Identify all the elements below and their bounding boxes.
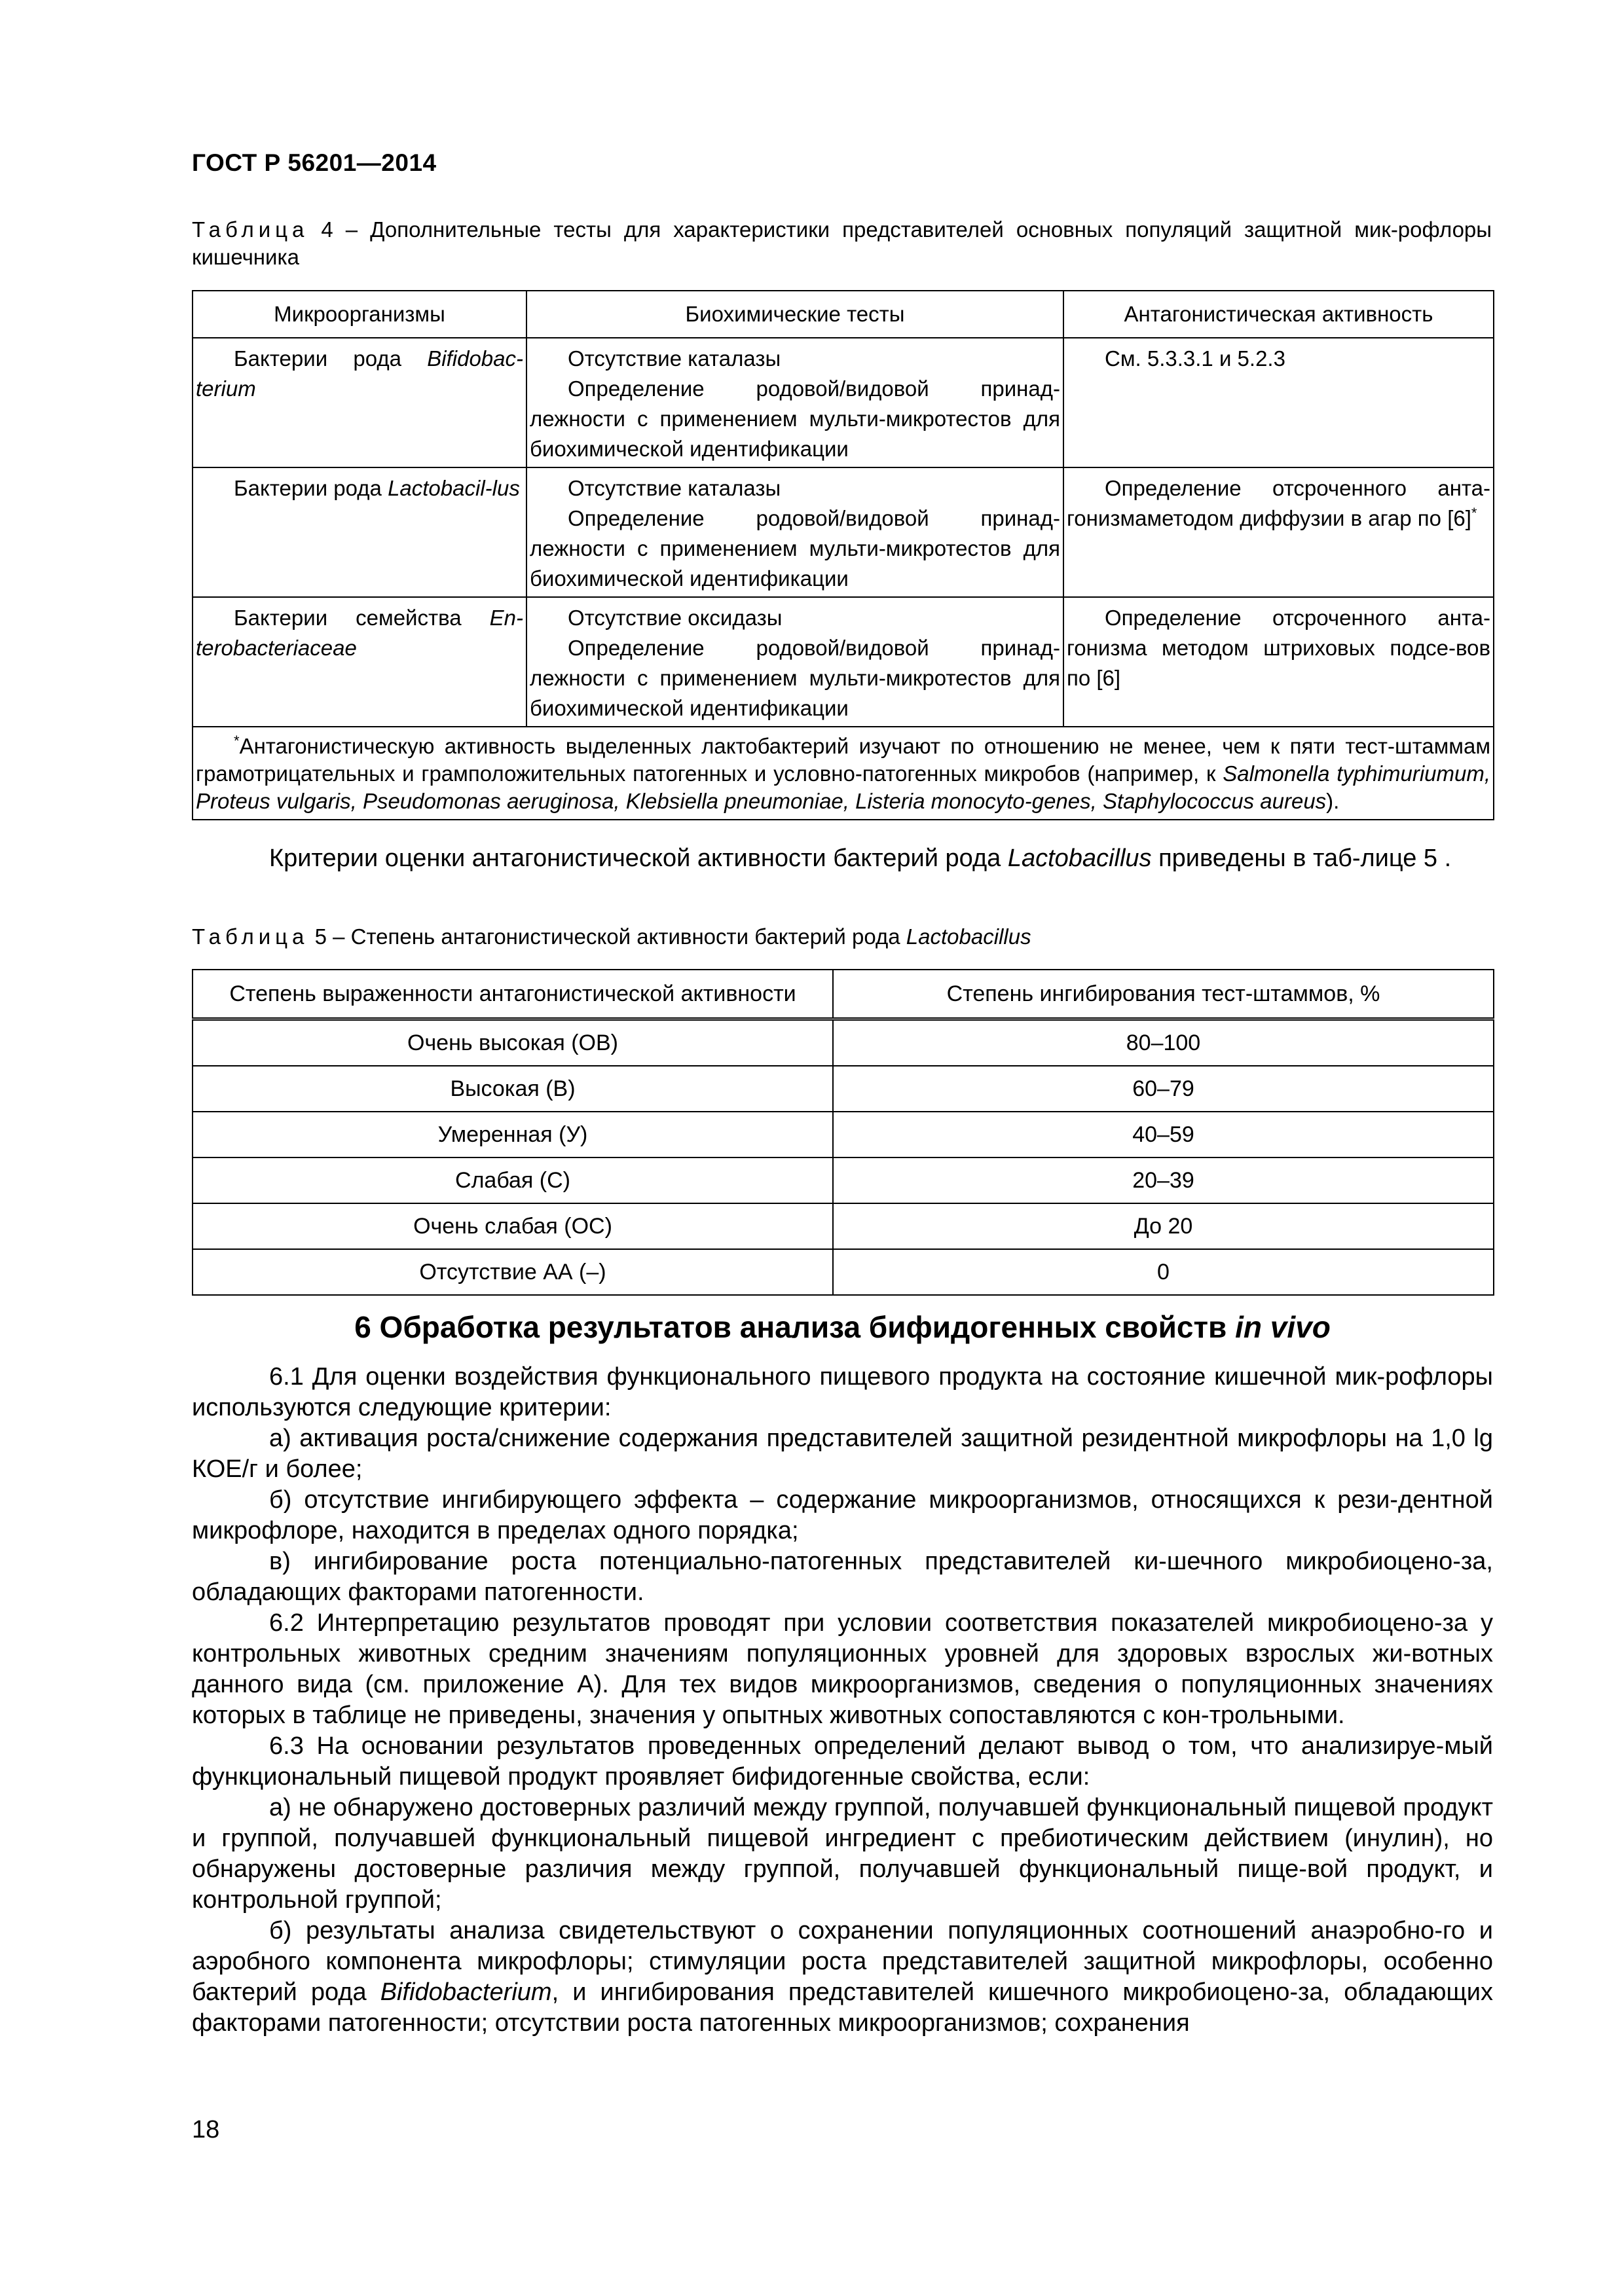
table4-tests-cell	[526, 338, 1063, 467]
inhibition-range: До 20	[833, 1203, 1494, 1249]
intro-text-end: приведены в таб-лице 5 .	[1151, 845, 1452, 872]
organism-prefix: Бактерии семейства	[234, 606, 490, 630]
section-title-italic: in vivo	[1235, 1310, 1331, 1344]
table4	[192, 290, 1494, 820]
table4-tests-cell	[526, 467, 1063, 597]
inhibition-range: 20–39	[833, 1157, 1494, 1203]
footnote-text: Антагонистическую активность выделенных лактобактерий изучают по отношению не менее, чем к пяти тест-штаммам грамотрицательных и грамположительных патогенных и условно-патогенных микробов (например, к	[196, 734, 1490, 786]
section-body	[192, 1362, 1493, 2039]
table4-header-cell: Микроорганизмы	[193, 291, 526, 338]
paragraph: 6.1 Для оценки воздействия функционального пищевого продукта на состояние кишечной мик-рофлоры используются следующие критерии:	[192, 1363, 1493, 1421]
activity-text: Определение отсроченного анта-гонизмаметодом диффузии в агар по [6]	[1067, 476, 1490, 530]
paragraph-genus: Bifidobacterium	[380, 1978, 552, 2006]
test-line: Определение родовой/видовой принад-лежности с применением мульти-микротестов для биохимической идентификации	[530, 376, 1060, 461]
organism-prefix: Бактерии рода	[234, 476, 388, 500]
table5-caption-text: – Степень антагонистической активности бактерий рода	[326, 924, 906, 949]
section-title-text: 6 Обработка результатов анализа бифидогенных свойств	[354, 1310, 1236, 1344]
document-header: ГОСТ Р 56201—2014	[192, 149, 437, 176]
table4-activity-cell: Определение отсроченного анта-гонизма методом штриховых подсе-вов по [6]	[1063, 597, 1494, 727]
table5	[192, 969, 1494, 1296]
table4-organism-cell	[193, 338, 526, 467]
table4-activity-cell: См. 5.3.3.1 и 5.2.3	[1063, 338, 1494, 467]
table5-header-row	[193, 970, 1494, 1019]
paragraph: 6.3 На основании результатов проведенных определений делают вывод о том, что анализируе-мый функциональный пищевой продукт проявляет бифидогенные свойства, если:	[192, 1732, 1493, 1791]
paragraph-text-end: , и ингибирования представителей кишечного микробиоцено-за, обладающих факторами патогенности; отсутствии роста патогенных микроорганизмов; сохранения	[192, 1978, 1493, 2037]
paragraph: в) ингибирование роста потенциально-патогенных представителей ки-шечного микробиоцено-за, обладающих факторами патогенности.	[192, 1548, 1493, 1606]
table5-row	[193, 1157, 1494, 1203]
table4-caption	[192, 216, 1492, 271]
test-line: Определение родовой/видовой принад-лежности с применением мульти-микротестов для биохимической идентификации	[530, 636, 1060, 720]
table5-caption-genus: Lactobacillus	[906, 924, 1031, 949]
activity-level: Слабая (С)	[193, 1157, 833, 1203]
paragraph: а) активация роста/снижение содержания представителей защитной резидентной микрофлоры на 1,0 lg КОЕ/г и более;	[192, 1425, 1493, 1483]
table4-activity-cell	[1063, 467, 1494, 597]
table5-caption-number: 5	[314, 924, 327, 949]
inhibition-range: 60–79	[833, 1066, 1494, 1112]
activity-level: Отсутствие АА (–)	[193, 1249, 833, 1295]
table5-header-cell: Степень ингибирования тест-штаммов, %	[833, 970, 1494, 1019]
inhibition-range: 40–59	[833, 1112, 1494, 1157]
paragraph: б) отсутствие ингибирующего эффекта – содержание микроорганизмов, относящихся к рези-дентной микрофлоре, находится в пределах одного порядка;	[192, 1486, 1493, 1544]
organism-name: En-terobacteriaceae	[196, 606, 523, 660]
footnote-end: ).	[1326, 789, 1340, 813]
table5-caption	[192, 923, 1492, 951]
table4-row	[193, 338, 1494, 467]
footnote-species: Salmonella typhimuriumum, Proteus vulgaris, Pseudomonas aeruginosa, Klebsiella pneumoniae, Listeria monocyto-genes, Staphylococcus aureus	[196, 761, 1491, 813]
table4-header-cell: Биохимические тесты	[526, 291, 1063, 338]
intro-text: Критерии оценки антагонистической активности бактерий рода	[269, 845, 1008, 872]
table4-row	[193, 597, 1494, 727]
table5-row	[193, 1019, 1494, 1066]
test-line: Определение родовой/видовой принад-лежности с применением мульти-микротестов для биохимической идентификации	[530, 506, 1060, 591]
test-line: Отсутствие каталазы	[568, 346, 781, 371]
table4-caption-label: Таблица	[192, 217, 309, 242]
table4-caption-number: 4	[321, 217, 333, 242]
paragraph	[192, 1916, 1493, 2039]
table5-row	[193, 1203, 1494, 1249]
table5-intro	[192, 843, 1493, 874]
table4-row	[193, 467, 1494, 597]
table4-organism-cell	[193, 597, 526, 727]
table5-row	[193, 1112, 1494, 1157]
activity-level: Очень высокая (ОВ)	[193, 1019, 833, 1066]
footnote-ref: *	[1471, 505, 1477, 521]
inhibition-range: 80–100	[833, 1019, 1494, 1066]
inhibition-range: 0	[833, 1249, 1494, 1295]
table5-row	[193, 1249, 1494, 1295]
activity-level: Очень слабая (ОС)	[193, 1203, 833, 1249]
table5-caption-label: Таблица	[192, 924, 309, 949]
table4-footnote-row	[193, 727, 1494, 820]
table4-header-cell: Антагонистическая активность	[1063, 291, 1494, 338]
table5-header-cell: Степень выраженности антагонистической активности	[193, 970, 833, 1019]
organism-name: Lactobacil-lus	[388, 476, 520, 500]
activity-level: Высокая (В)	[193, 1066, 833, 1112]
paragraph-text: б) результаты анализа свидетельствуют о сохранении популяционных соотношений анаэробно-го и аэробного компонента микрофлоры; стимуляции роста представителей защитной микрофлоры, особенно бактерий рода	[192, 1917, 1493, 2006]
table4-tests-cell	[526, 597, 1063, 727]
footnote-mark: *	[234, 733, 240, 749]
table4-caption-text: – Дополнительные тесты для характеристики представителей основных популяций защитной мик-рофлоры кишечника	[192, 217, 1492, 269]
activity-level: Умеренная (У)	[193, 1112, 833, 1157]
paragraph: а) не обнаружено достоверных различий между группой, получавшей функциональный пищевой продукт и группой, получавшей функциональный пищевой ингредиент с пребиотическим действием (инулин), но обнаружены достоверные различия между группой, получавшей функциональный пище-вой продукт, и контрольной группой;	[192, 1794, 1493, 1914]
table4-footnote	[193, 727, 1494, 820]
section-title	[192, 1309, 1493, 1345]
page-number: 18	[192, 2116, 220, 2143]
paragraph: 6.2 Интерпретацию результатов проводят при условии соответствия показателей микробиоцено-за у контрольных животных средним значениям популяционных уровней для здоровых взрослых жи-вотных данного вида (см. приложение А). Для тех видов микроорганизмов, сведения о популяционных значениях которых в таблице не приведены, значения у опытных животных сопоставляются с кон-трольными.	[192, 1609, 1493, 1729]
intro-genus: Lactobacillus	[1007, 845, 1152, 872]
test-line: Отсутствие каталазы	[568, 476, 781, 500]
organism-name: Bifidobac-terium	[196, 346, 523, 401]
test-line: Отсутствие оксидазы	[568, 606, 783, 630]
table4-header-row	[193, 291, 1494, 338]
organism-prefix: Бактерии рода	[234, 346, 428, 371]
table4-organism-cell	[193, 467, 526, 597]
table5-row	[193, 1066, 1494, 1112]
